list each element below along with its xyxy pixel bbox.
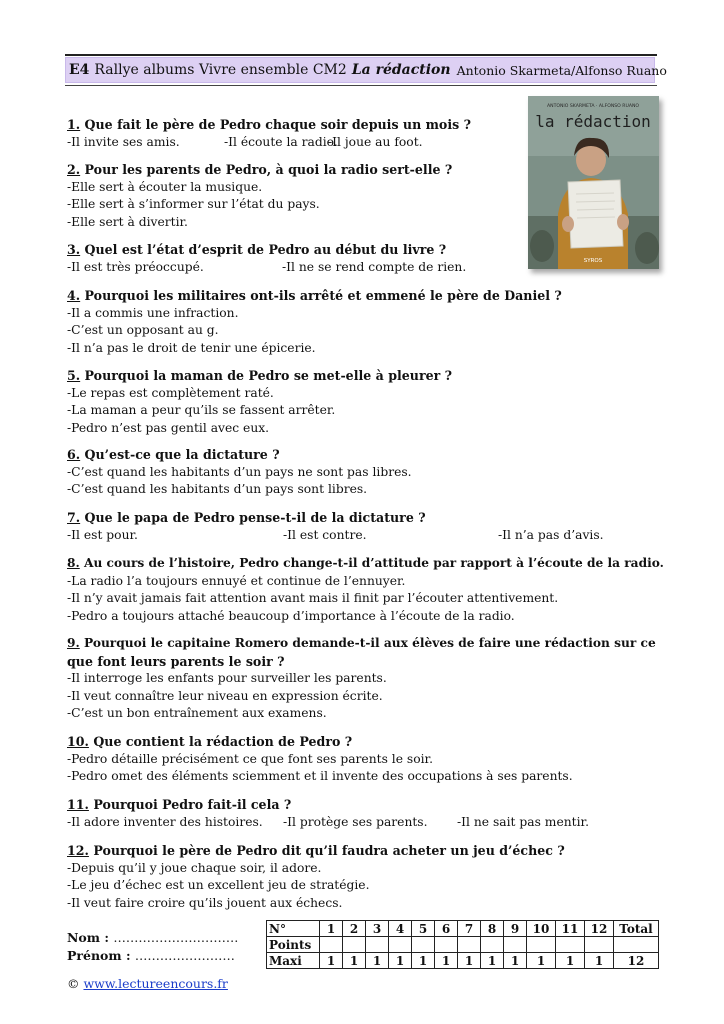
- answer-option[interactable]: -Il veut faire croire qu’ils jouent aux échecs.: [67, 895, 343, 910]
- maxi-cell: 1: [556, 953, 585, 969]
- points-cell[interactable]: [585, 937, 614, 953]
- cover-authors: ANTONIO SKARMETA · ALFONSO RUANO: [546, 104, 640, 109]
- question-4: [67, 287, 562, 357]
- question-2: [67, 161, 452, 231]
- nom-label: Nom :: [67, 930, 109, 945]
- maxi-cell: 1: [320, 953, 343, 969]
- book-cover-image: [528, 96, 659, 269]
- header-banner: [65, 57, 667, 83]
- points-cell[interactable]: [320, 937, 343, 953]
- answer-option[interactable]: -Il veut connaître leur niveau en expression écrite.: [67, 688, 383, 703]
- answer-option[interactable]: -Le jeu d’échec est un excellent jeu de stratégie.: [67, 878, 370, 892]
- question-5-title: 5. Pourquoi la maman de Pedro se met-elle à pleurer ?: [67, 368, 453, 383]
- column-header: 3: [366, 921, 389, 937]
- maxi-total-cell: 12: [614, 953, 659, 969]
- column-header: 2: [343, 921, 366, 937]
- copyright-symbol: ©: [67, 976, 80, 991]
- answer-option[interactable]: -Elle sert à divertir.: [67, 214, 188, 229]
- answer-option[interactable]: -Il écoute la radio.: [224, 134, 338, 149]
- maxi-cell: 1: [343, 953, 366, 969]
- question-11-title: 11. Pourquoi Pedro fait-il cela ?: [67, 797, 292, 812]
- column-header: 12: [585, 921, 614, 937]
- question-12: [67, 842, 565, 912]
- answer-option[interactable]: -C’est quand les habitants d’un pays ne sont pas libres.: [67, 464, 412, 479]
- header-top-rule: [65, 54, 657, 56]
- nom-field[interactable]: [67, 929, 238, 947]
- row-header: Maxi: [267, 953, 320, 969]
- answer-option[interactable]: -Il est contre.: [283, 527, 367, 542]
- maxi-cell: 1: [435, 953, 458, 969]
- answer-option[interactable]: -Il est pour.: [67, 527, 138, 542]
- column-header: 5: [412, 921, 435, 937]
- answer-option[interactable]: -Pedro omet des éléments sciemment et il invente des occupations à ses parents.: [67, 769, 573, 783]
- question-9-title-continued: que font leurs parents le soir ?: [67, 653, 285, 669]
- answer-option[interactable]: -Pedro n’est pas gentil avec eux.: [67, 420, 270, 435]
- question-12-title: 12. Pourquoi le père de Pedro dit qu’il faudra acheter un jeu d’échec ?: [67, 843, 565, 858]
- points-cell[interactable]: [389, 937, 412, 953]
- points-cell[interactable]: [412, 937, 435, 953]
- maxi-cell: 1: [504, 953, 527, 969]
- question-5: [67, 367, 452, 437]
- maxi-cell: 1: [481, 953, 504, 969]
- copyright-line: [67, 976, 228, 991]
- column-header: 10: [527, 921, 556, 937]
- answer-option[interactable]: -La maman a peur qu’ils se fassent arrêter.: [67, 403, 336, 417]
- answer-option[interactable]: -Il protège ses parents.: [283, 814, 428, 829]
- points-cell[interactable]: [504, 937, 527, 953]
- points-cell[interactable]: [458, 937, 481, 953]
- answer-option[interactable]: -La radio l’a toujours ennuyé et continue de l’ennuyer.: [67, 573, 406, 588]
- score-table: [266, 920, 659, 969]
- question-7-title: 7. Que le papa de Pedro pense-t-il de la dictature ?: [67, 510, 426, 525]
- row-header: Points: [267, 937, 320, 953]
- points-cell[interactable]: [343, 937, 366, 953]
- cover-title: la rédaction: [535, 112, 651, 131]
- header-title: Rallye albums Vivre ensemble CM2: [94, 62, 347, 78]
- column-header-total: Total: [614, 921, 659, 937]
- question-3-answers: [67, 259, 467, 277]
- row-header: N°: [267, 921, 320, 937]
- question-6-title: 6. Qu’est-ce que la dictature ?: [67, 447, 280, 462]
- answer-option[interactable]: -Elle sert à s’informer sur l’état du pays.: [67, 197, 320, 211]
- question-1-answers: [67, 134, 471, 152]
- student-name-fields: [67, 929, 238, 965]
- maxi-cell: 1: [366, 953, 389, 969]
- question-7: [67, 509, 604, 544]
- answer-option[interactable]: -C’est quand les habitants d’un pays sont libres.: [67, 482, 368, 496]
- header-code: E4: [69, 62, 90, 78]
- question-3-title: 3. Quel est l’état d’esprit de Pedro au début du livre ?: [67, 242, 447, 257]
- answer-option[interactable]: -C’est un bon entraînement aux examens.: [67, 706, 327, 720]
- points-total-cell[interactable]: [614, 937, 659, 953]
- answer-option[interactable]: -Il n’y avait jamais fait attention avant mais il finit par l’écouter attentivement.: [67, 591, 559, 605]
- maxi-cell: 1: [389, 953, 412, 969]
- maxi-cell: 1: [412, 953, 435, 969]
- question-1: [67, 116, 471, 151]
- answer-option[interactable]: -Il interroge les enfants pour surveiller les parents.: [67, 671, 387, 685]
- column-header: 8: [481, 921, 504, 937]
- question-9: [67, 635, 656, 723]
- header-bottom-rule: [65, 85, 657, 86]
- answer-option[interactable]: -Il n’a pas d’avis.: [498, 527, 604, 542]
- score-maxi-row: [267, 953, 659, 969]
- answer-option[interactable]: -Il ne sait pas mentir.: [457, 814, 589, 829]
- prenom-dots: ……………………: [134, 948, 235, 963]
- points-cell[interactable]: [556, 937, 585, 953]
- question-10-title: 10. Que contient la rédaction de Pedro ?: [67, 734, 353, 749]
- question-10: [67, 733, 573, 786]
- header-author: Antonio Skarmeta/Alfonso Ruano: [456, 62, 667, 78]
- question-11-answers: [67, 814, 589, 832]
- question-6: [67, 446, 412, 499]
- column-header: 4: [389, 921, 412, 937]
- answer-option[interactable]: -Il n’a pas le droit de tenir une épicerie.: [67, 340, 316, 355]
- points-cell[interactable]: [527, 937, 556, 953]
- score-points-row: [267, 937, 659, 953]
- answer-option[interactable]: -Il joue au foot.: [328, 134, 423, 149]
- question-9-title: 9. Pourquoi le capitaine Romero demande-t-il aux élèves de faire une rédaction sur ce: [67, 636, 656, 650]
- points-cell[interactable]: [366, 937, 389, 953]
- answer-option[interactable]: -C’est un opposant au g.: [67, 323, 219, 337]
- question-11: [67, 796, 589, 831]
- points-cell[interactable]: [435, 937, 458, 953]
- answer-option[interactable]: -Il est très préoccupé.: [67, 259, 204, 274]
- question-8: [67, 555, 664, 625]
- question-3: [67, 241, 467, 276]
- website-link[interactable]: www.lectureencours.fr: [83, 976, 228, 991]
- maxi-cell: 1: [527, 953, 556, 969]
- column-header: 6: [435, 921, 458, 937]
- answer-option[interactable]: -Il a commis une infraction.: [67, 305, 239, 320]
- column-header: 11: [556, 921, 585, 937]
- question-7-answers: [67, 527, 604, 545]
- score-header-row: [267, 921, 659, 937]
- answer-option[interactable]: -Il ne se rend compte de rien.: [282, 259, 467, 274]
- answer-option[interactable]: -Elle sert à écouter la musique.: [67, 179, 263, 194]
- column-header: 1: [320, 921, 343, 937]
- maxi-cell: 1: [585, 953, 614, 969]
- question-2-title: 2. Pour les parents de Pedro, à quoi la radio sert-elle ?: [67, 162, 453, 177]
- answer-option[interactable]: -Le repas est complètement raté.: [67, 385, 274, 400]
- prenom-label: Prénom :: [67, 948, 131, 963]
- header-book-title: La rédaction: [351, 62, 451, 78]
- column-header: 7: [458, 921, 481, 937]
- points-cell[interactable]: [481, 937, 504, 953]
- prenom-field[interactable]: [67, 947, 238, 965]
- maxi-cell: 1: [458, 953, 481, 969]
- column-header: 9: [504, 921, 527, 937]
- answer-option[interactable]: -Depuis qu’il y joue chaque soir, il adore.: [67, 860, 322, 875]
- cover-publisher: SYROS: [583, 258, 603, 264]
- nom-dots: …………………………: [113, 930, 239, 945]
- question-1-title: 1. Que fait le père de Pedro chaque soir depuis un mois ?: [67, 117, 471, 132]
- question-4-title: 4. Pourquoi les militaires ont-ils arrêté et emmené le père de Daniel ?: [67, 288, 562, 303]
- question-8-title: 8. Au cours de l’histoire, Pedro change-t-il d’attitude par rapport à l’écoute de la radio.: [67, 556, 664, 570]
- answer-option[interactable]: -Il adore inventer des histoires.: [67, 814, 263, 829]
- answer-option[interactable]: -Pedro a toujours attaché beaucoup d’importance à l’écoute de la radio.: [67, 608, 515, 623]
- answer-option[interactable]: -Il invite ses amis.: [67, 134, 180, 149]
- answer-option[interactable]: -Pedro détaille précisément ce que font ses parents le soir.: [67, 751, 433, 766]
